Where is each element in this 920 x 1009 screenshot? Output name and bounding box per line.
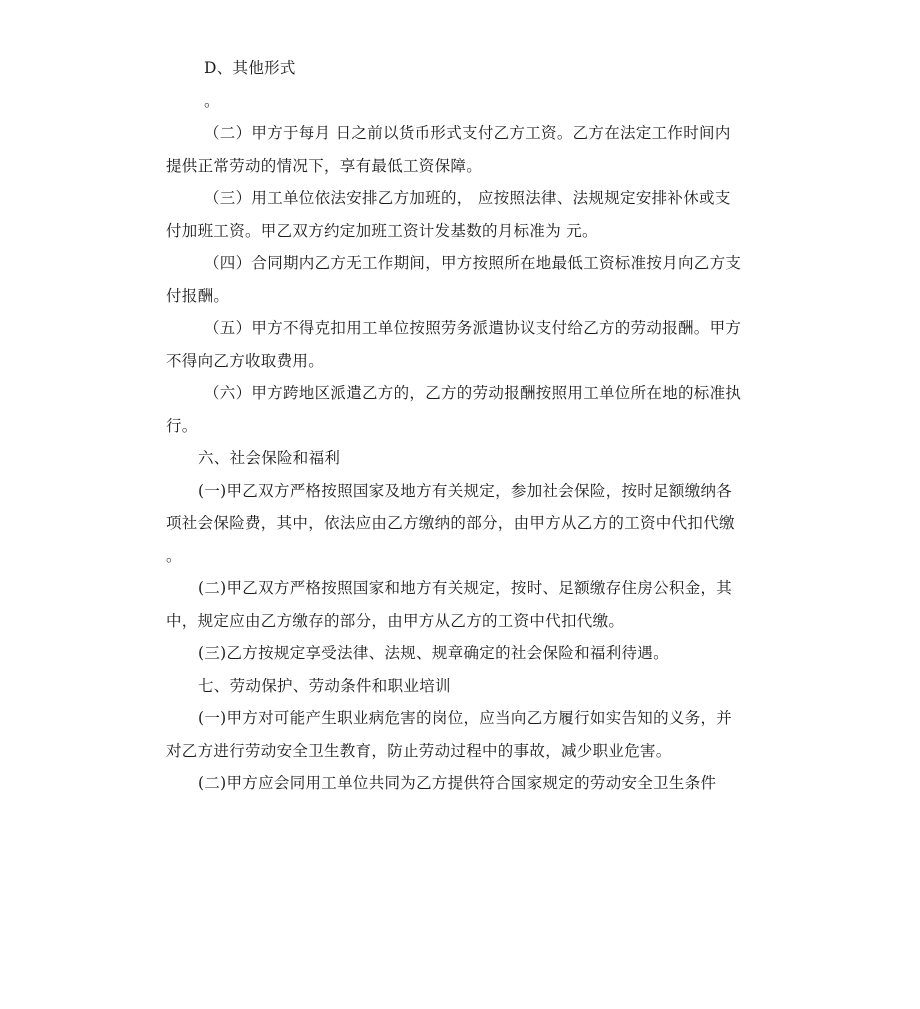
text-line: (一)甲方对可能产生职业病危害的岗位，应当向乙方履行如实告知的义务，并 bbox=[198, 709, 733, 727]
text-line: (一)甲乙双方严格按照国家及地方有关规定，参加社会保险，按时足额缴纳各 bbox=[198, 481, 733, 500]
text-line: （四）合同期内乙方无工作期间，甲方按照所在地最低工资标准按月向乙方支 bbox=[204, 254, 742, 272]
text-line: (二)甲方应会同用工单位共同为乙方提供符合国家规定的劳动安全卫生条件 bbox=[198, 774, 717, 792]
text-line: （五）甲方不得克扣用工单位按照劳务派遣协议支付给乙方的劳动报酬。甲方 bbox=[204, 319, 742, 337]
section-heading: 六、社会保险和福利 bbox=[198, 449, 341, 467]
text-line: 提供正常劳动的情况下，享有最低工资保障。 bbox=[166, 156, 483, 175]
document-body bbox=[166, 52, 758, 800]
text-line: 对乙方进行劳动安全卫生教育，防止劳动过程中的事故，减少职业危害。 bbox=[166, 741, 672, 760]
text-line: (二)甲乙双方严格按照国家和地方有关规定，按时、足额缴存住房公积金，其 bbox=[198, 579, 733, 597]
section-heading: 七、劳动保护、劳动条件和职业培训 bbox=[198, 676, 451, 695]
text-line: （二）甲方于每月 日之前以货币形式支付乙方工资。乙方在法定工作时间内 bbox=[204, 124, 731, 142]
text-line: 付报酬。 bbox=[166, 286, 230, 305]
text-line: 中，规定应由乙方缴存的部分，由甲方从乙方的工资中代扣代缴。 bbox=[166, 611, 625, 630]
text-line: （六）甲方跨地区派遣乙方的，乙方的劳动报酬按照用工单位所在地的标准执 bbox=[204, 384, 742, 402]
text-line: 项社会保险费，其中，依法应由乙方缴纳的部分，由甲方从乙方的工资中代扣代缴 bbox=[166, 514, 735, 532]
text-line: 。 bbox=[166, 546, 182, 565]
text-line: 行。 bbox=[166, 416, 198, 435]
text-line: D、其他形式 bbox=[204, 59, 296, 77]
text-line: （三）用工单位依法安排乙方加班的， 应按照法律、法规规定安排补休或支 bbox=[204, 189, 731, 207]
text-line: 。 bbox=[204, 91, 220, 110]
text-line: 不得向乙方收取费用。 bbox=[166, 351, 325, 370]
text-line: (三)乙方按规定享受法律、法规、规章确定的社会保险和福利待遇。 bbox=[198, 644, 669, 662]
text-line: 付加班工资。甲乙双方约定加班工资计发基数的月标准为 元。 bbox=[166, 221, 598, 240]
